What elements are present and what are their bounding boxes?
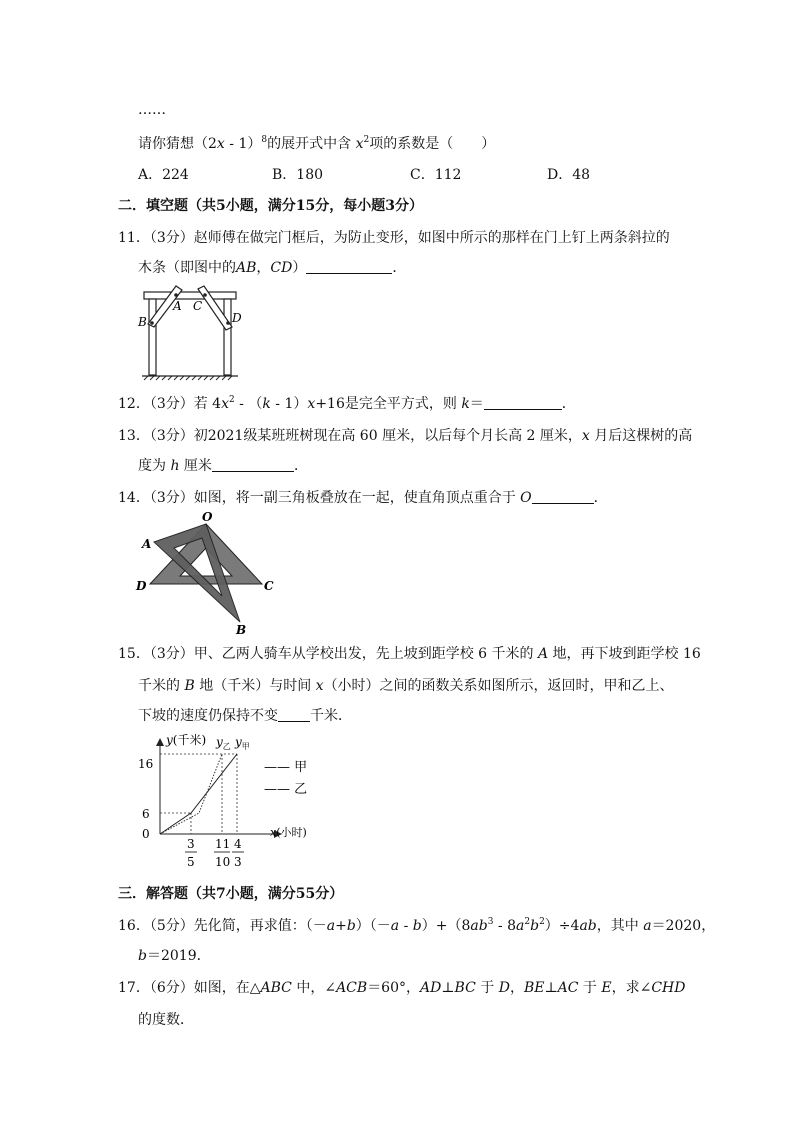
q13-line2: 度为 h 厘米 ．: [138, 458, 308, 474]
tick-x-4-3-den: 3: [234, 855, 242, 869]
door-left-post: [149, 299, 156, 375]
tick-y16: 16: [138, 757, 154, 771]
legend-yi: —— 乙: [264, 782, 308, 797]
tick-x-11-10-den: 10: [215, 855, 231, 869]
label-o: O: [202, 510, 213, 524]
label-b: B: [138, 315, 147, 329]
series-jia: [160, 754, 237, 834]
label-a: A: [142, 537, 152, 551]
nail-b: [150, 321, 154, 325]
yi-curve-label: $y_乙$: [216, 735, 231, 751]
q14-line: 14．（3分）如图，将一副三角板叠放在一起，使直角顶点重合于 O ．: [118, 490, 608, 506]
guide-lines: [160, 754, 237, 834]
q11-line2: 木条（即图中的AB，CD） ．: [138, 260, 407, 276]
q10-option-d: D．48: [547, 167, 591, 183]
q17-line2: 的度数．: [138, 1012, 194, 1028]
q15-line3: 下坡的速度仍保持不变 千米．: [138, 708, 352, 724]
q10-prompt: 请你猜想（2x - 1）$^8$的展开式中含 $x^2$项的系数是（ ）: [138, 135, 496, 152]
label-c: C: [193, 299, 203, 313]
nail-a: [174, 293, 178, 297]
q13-line1: 13．（3分）初2021级某班班树现在高 60 厘米，以后每个月长高 2 厘米，x 月后这棵树的高: [118, 428, 693, 444]
q11-line1: 11．（3分）赵师傅在做完门框后，为防止变形，如图中所示的那样在门上钉上两条斜拉的: [118, 230, 670, 246]
tick-y6: 6: [142, 807, 150, 821]
q11-answer-blank[interactable]: [306, 259, 392, 274]
q12-answer-blank[interactable]: [484, 395, 562, 410]
q15-distance-time-graph: [136, 730, 336, 876]
q10-option-c: C．112: [410, 167, 462, 183]
q16-line1: 16．（5分）先化简，再求值：$(-a+b)(-a - b)+(8ab^3 - 8a^2b^2)\div 4ab$，其中 a＝2020，: [118, 917, 716, 934]
q14-answer-blank[interactable]: [532, 489, 594, 504]
tick-x-3-5-num: 3: [187, 837, 195, 851]
q13-answer-blank[interactable]: [212, 457, 294, 472]
q12-line: 12．（3分）若 $4x^2 - (k - 1)x+16$是完全平方式，则 k＝ ．: [118, 395, 576, 412]
x-axis-label: x(小时): [270, 826, 307, 839]
door-top-beam: [144, 292, 236, 299]
q10-option-b: B．180: [272, 167, 324, 183]
label-d: D: [232, 311, 242, 325]
q16-line2: b＝2019．: [138, 948, 211, 964]
tick-x-4-3-num: 4: [234, 837, 242, 851]
legend-jia: —— 甲: [264, 760, 308, 775]
label-a: A: [173, 299, 182, 313]
q15-line2: 千米的 B 地（千米）与时间 x（小时）之间的函数关系如图所示，返回时，甲和乙上、: [138, 678, 674, 694]
ground-hatching: [144, 376, 232, 380]
y-axis-arrow: [156, 738, 164, 746]
tick-origin: 0: [142, 827, 150, 841]
tick-x-11-10-num: 11: [215, 837, 231, 851]
nail-c: [203, 293, 207, 297]
jia-curve-label: $y_甲$: [235, 735, 250, 751]
q10-option-a: A．224: [138, 167, 189, 183]
door-right-post: [224, 299, 231, 375]
label-b: B: [236, 623, 247, 637]
nail-d: [226, 321, 230, 325]
section3-title: 三．解答题（共7小题，满分55分）: [118, 886, 344, 902]
section2-title: 二．填空题（共5小题，满分15分，每小题3分）: [118, 198, 423, 214]
q15-answer-blank[interactable]: [278, 707, 310, 722]
label-d: D: [136, 579, 147, 593]
q11-door-frame-figure: [138, 284, 248, 384]
q15-line1: 15．（3分）甲、乙两人骑车从学校出发，先上坡到距学校 6 千米的 A 地，再下坡到距学校 16: [118, 646, 701, 662]
q14-set-squares-figure: [134, 512, 284, 636]
label-c: C: [264, 579, 274, 593]
q17-line1: 17．（6分）如图，在△ABC 中，∠ACB＝60°，AD⊥BC 于 D，BE⊥AC 于 E，求∠CHD: [118, 980, 686, 996]
tick-x-3-5-den: 5: [187, 855, 195, 869]
ellipsis: ……: [138, 102, 166, 118]
y-axis-label: y(千米): [166, 733, 207, 747]
